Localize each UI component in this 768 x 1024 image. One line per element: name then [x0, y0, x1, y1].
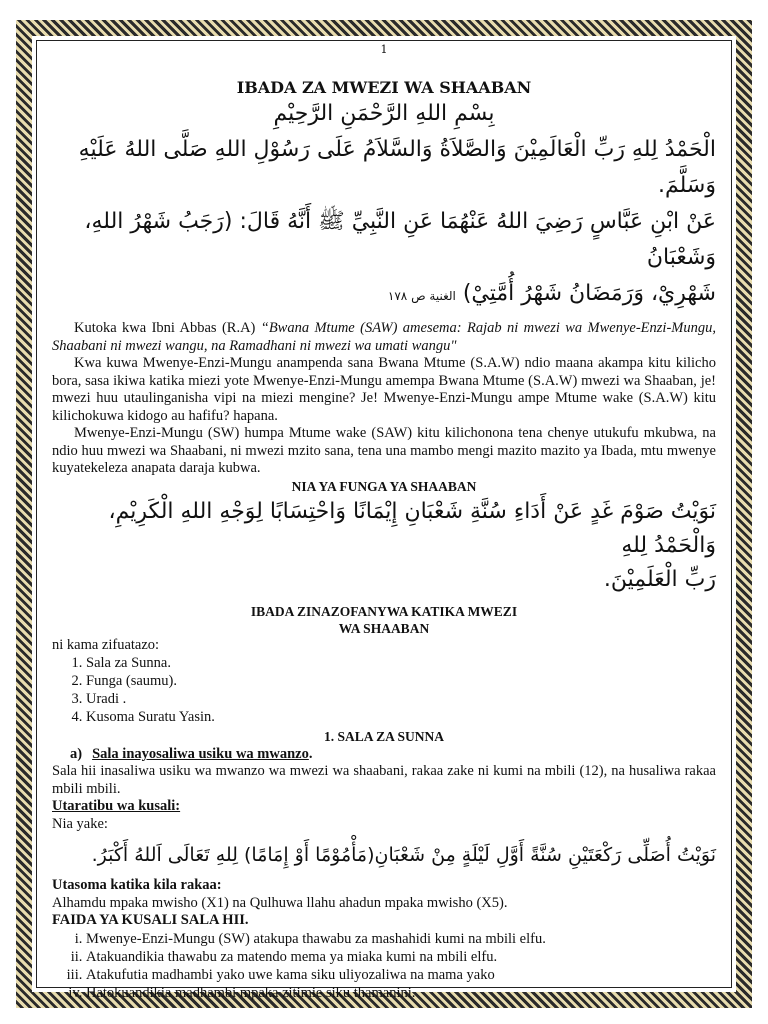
paragraph-2: Kwa kuwa Mwenye-Enzi-Mungu anampenda sana Bwana Mtume (S.A.W) ndio maana akampa kitu kilicho bora, sasa ikiwa katika miezi yote Mwenye-Enzi-Mungu amempa Bwana Mtume (S.A.W) mwezi wa Shaaban, je! mwezi huu utaulinganisha vipi na miezi mengine? Je! Mwenye-Enzi-Mungu ampe Mtume wake (S.A.W) kitu kilichokuwa kidogo au hafifu? hapana.: [52, 355, 716, 424]
arabic-nia-line-2: رَبِّ الْعَلَمِيْنَ.: [603, 566, 716, 592]
list-item: ii. Atakuandikia thawabu za matendo mema ya miaka kumi na mbili elfu.: [86, 948, 716, 966]
faida-list: [52, 930, 716, 1002]
list-item: 2. Funga (saumu).: [86, 672, 716, 690]
subheading-a-text: Sala inayosaliwa usiku wa mwanzo: [92, 746, 309, 762]
p1-quote: “Bwana Mtume (SAW) amesema: Rajab ni mwezi wa Mwenye-Enzi-Mungu, Shaabani ni mwezi wangu, na Ramadhani ni mwezi wa umati wangu": [52, 320, 716, 354]
heading-nia-ya-funga: NIA YA FUNGA YA SHAABAN: [291, 478, 477, 494]
ibada-list: [52, 654, 716, 726]
paragraph-hadith-translation: [52, 320, 716, 355]
list-item: 1. Sala za Sunna.: [86, 654, 716, 672]
hadith-text: شَهْرِيْ، وَرَمَضَانُ شَهْرُ أُمَّتِيْ): [462, 281, 716, 306]
basmala: بِسْمِ اللهِ الرَّحْمَنِ الرَّحِيْمِ: [273, 101, 495, 126]
arabic-hadith-line-2: [52, 276, 716, 314]
document-page: [52, 42, 716, 1001]
utaratibu-heading: Utaratibu wa kusali:: [52, 798, 181, 814]
section-heading-sala-za-sunna: 1. SALA ZA SUNNA: [323, 729, 445, 744]
list-item: 4. Kusoma Suratu Yasin.: [86, 708, 716, 726]
list-item: 3. Uradi .: [86, 690, 716, 708]
faida-heading: FAIDA YA KUSALI SALA HII.: [52, 912, 249, 928]
list-item: i. Mwenye-Enzi-Mungu (SW) atakupa thawabu za mashahidi kumi na mbili elfu.: [86, 930, 716, 948]
list-item: iii. Atakufutia madhambi yako uwe kama siku uliyozaliwa na mama yako: [86, 966, 716, 984]
paragraph-3: Mwenye-Enzi-Mungu (SW) humpa Mtume wake (SAW) kitu kilichonona tena chenye utukufu mkubwa, na ndio huu mwezi wa Shaabani, ni mwezi mzito sana, tena una mambo mengi mazito mazito ya Ibada, mtu mwenye kuyatekeleza anapata daraja kubwa.: [52, 425, 716, 476]
p1-plain: Kutoka kwa Ibni Abbas (R.A): [74, 320, 261, 336]
arabic-salah-nia: نَوَيْتُ أُصَلِّى رَكْعَتَيْنِ سُنَّةً أَوَّلِ لَيْلَةٍ مِنْ شَعْبَانِ(مَأْمُوْمًا أَوْ إِمَامًا) لِلهِ تَعَالَى اَللهُ أَكْبَرُ.: [91, 844, 716, 866]
arabic-nia-line-1: نَوَيْتُ صَوْمَ غَدٍ عَنْ أَدَاءِ سُنَّةِ شَعْبَانِ إِيْمَانًا وَاحْتِسَابًا لِوَجْهِ اللهِ الْكَرِيْمِ، وَالْحَمْدُ لِلهِ: [108, 498, 716, 558]
alhamdu-line: Alhamdu mpaka mwisho (X1) na Qulhuwa llahu ahadun mpaka mwisho (X5).: [52, 894, 508, 911]
hadith-reference: الغنية ص ١٧٨: [387, 289, 456, 303]
page-title: IBADA ZA MWEZI WA SHAABAN: [236, 78, 532, 97]
list-intro: ni kama zifuatazo:: [52, 636, 160, 653]
utasoma-heading: Utasoma katika kila rakaa:: [52, 877, 222, 893]
list-item: iv. Hatokuandikia madhambi mpaka zitimie siku thamanini.: [86, 984, 716, 1002]
subheading-a-dot: .: [308, 746, 313, 762]
heading-ibada-line-2: WA SHAABAN: [338, 620, 430, 636]
page-number: 1: [380, 43, 388, 56]
nia-yake-label: Nia yake:: [52, 815, 108, 832]
heading-ibada-line-1: IBADA ZINAZOFANYWA KATIKA MWEZI: [250, 603, 518, 619]
paragraph-4: Sala hii inasaliwa usiku wa mwanzo wa mwezi wa shaabani, rakaa zake ni kumi na mbili (12), na husaliwa rakaa mbili mbili.: [52, 763, 716, 797]
subheading-a-label: a): [70, 746, 83, 762]
subheading-a: [70, 745, 716, 763]
arabic-hadith-line-1: عَنْ ابْنِ عَبَّاسٍ رَضِيَ اللهُ عَنْهُمَا عَنِ النَّبِيِّ ﷺ أَنَّهُ قَالَ: (رَجَبُ شَهْرُ اللهِ، وَشَعْبَانُ: [84, 209, 716, 270]
arabic-hamd: الْحَمْدُ لِلهِ رَبِّ الْعَالَمِيْنَ وَالصَّلاَةُ وَالسَّلاَمُ عَلَى رَسُوْلِ اللهِ صَلَّى اللهُ عَلَيْهِ وَسَلَّمَ.: [78, 137, 716, 198]
